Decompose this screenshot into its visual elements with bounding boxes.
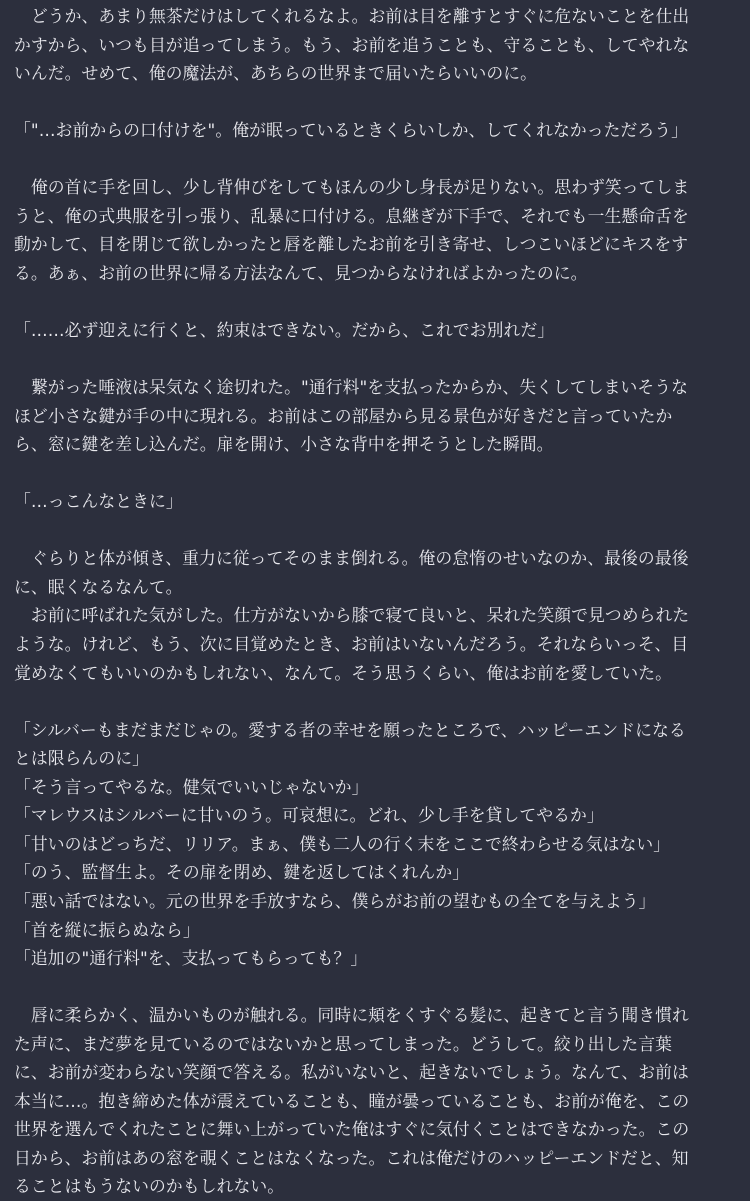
text-line: 日から、お前はあの窓を覗くことはなくなった。これは俺だけのハッピーエンドだと、知 [14, 1147, 689, 1168]
paragraph-gap [14, 459, 740, 488]
text-line: ら、窓に鍵を差し込んだ。扉を開け、小さな背中を押そうとした瞬間。 [14, 434, 554, 455]
text-line: に、お前が変わらない笑顔で答える。私がいないと、起きないでしょう。なんて、お前は [14, 1062, 689, 1083]
text-line: どうか、あまり無茶だけはしてくれるなよ。お前は目を離すとすぐに危ないことを仕出 [14, 6, 690, 26]
text-line: 「首を縦に振らぬなら」 [14, 919, 200, 940]
text-line: ほど小さな鍵が手の中に現れる。お前はこの部屋から見る景色が好きだと言っていたか [14, 405, 673, 426]
text-line: 覚めなくてもいいのかもしれない、なんて。そう思うくらい、俺はお前を愛していた。 [14, 662, 673, 683]
text-line: いんだ。せめて、俺の魔法が、あちらの世界まで届いたらいいのに。 [14, 63, 537, 84]
text-line: ることはもうないのかもしれない。 [14, 1176, 285, 1197]
paragraph [14, 1001, 740, 1201]
text-line: 本当に…。抱き締めた体が震えていることも、瞳が曇っていることも、お前が俺を、この [14, 1090, 690, 1111]
paragraph [14, 316, 740, 345]
text-line: 「…っこんなときに」 [14, 491, 183, 512]
paragraph-gap [14, 973, 740, 1002]
text-line: 俺の首に手を回し、少し背伸びをしてもほんの少し身長が足りない。思わず笑ってしま [14, 177, 690, 198]
text-line: 「追加の"通行料"を、支払ってもらっても？」 [14, 948, 368, 969]
paragraph [14, 716, 740, 973]
text-line: 「……必ず迎えに行くと、約束はできない。だから、これでお別れだ」 [14, 320, 555, 341]
paragraph-gap [14, 287, 740, 316]
story-text [14, 2, 740, 1201]
text-line: 「甘いのはどっちだ、リリア。まぁ、僕も二人の行く末をここで終わらせる気はない」 [14, 833, 671, 854]
text-line: 唇に柔らかく、温かいものが触れる。同時に頬をくすぐる髪に、起きてと言う聞き慣れ [14, 1005, 689, 1026]
paragraph [14, 487, 740, 516]
text-line: かすから、いつも目が追ってしまう。もう、お前を追うことも、守ることも、してやれな [14, 34, 690, 55]
text-line: 「シルバーもまだまだじゃの。愛する者の幸せを願ったところで、ハッピーエンドになる [14, 719, 686, 740]
paragraph-gap [14, 345, 740, 374]
paragraph [14, 173, 740, 287]
text-line: 「そう言ってやるな。健気でいいじゃないか」 [14, 776, 369, 797]
text-line: た声に、まだ夢を見ているのではないかと思ってしまった。どうして。絞り出した言葉 [14, 1033, 673, 1054]
paragraph-gap [14, 687, 740, 716]
text-line: 「のう、監督生よ。その扉を閉め、鍵を返してはくれんか」 [14, 862, 470, 883]
text-line: 「悪い話ではない。元の世界を手放すなら、僕らがお前の望むもの全てを与えよう」 [14, 890, 656, 911]
text-line: 世界を選んでくれたことに舞い上がっていた俺はすぐに気付くことはできなかった。この [14, 1119, 690, 1140]
text-line: うと、俺の式典服を引っ張り、乱暴に口付ける。息継ぎが下手で、それでも一生懸命舌を [14, 205, 689, 226]
paragraph [14, 116, 740, 145]
paragraph-gap [14, 516, 740, 545]
text-line: に、眠くなるなんて。 [14, 576, 183, 597]
paragraph [14, 2, 740, 88]
text-line: とは限らんのに」 [14, 748, 150, 769]
paragraph-gap [14, 88, 740, 117]
paragraph-gap [14, 145, 740, 174]
text-line: ような。けれど、もう、次に目覚めたとき、お前はいないんだろう。それならいっそ、目 [14, 634, 689, 655]
paragraph [14, 373, 740, 459]
text-line: 「"…お前からの口付けを"。俺が眠っているときくらいしか、してくれなかっただろう」 [14, 120, 689, 141]
paragraph [14, 544, 740, 687]
text-line: 繋がった唾液は呆気なく途切れた。"通行料"を支払ったからか、失くしてしまいそうな [14, 377, 689, 398]
text-line: 動かして、目を閉じて欲しかったと唇を離したお前を引き寄せ、しつこいほどにキスをす [14, 234, 689, 255]
text-line: ぐらりと体が傾き、重力に従ってそのまま倒れる。俺の怠惰のせいなのか、最後の最後 [14, 548, 689, 569]
text-line: る。あぁ、お前の世界に帰る方法なんて、見つからなければよかったのに。 [14, 262, 588, 283]
text-line: お前に呼ばれた気がした。仕方がないから膝で寝て良いと、呆れた笑顔で見つめられた [14, 605, 690, 626]
text-line: 「マレウスはシルバーに甘いのう。可哀想に。どれ、少し手を貸してやるか」 [14, 805, 604, 826]
